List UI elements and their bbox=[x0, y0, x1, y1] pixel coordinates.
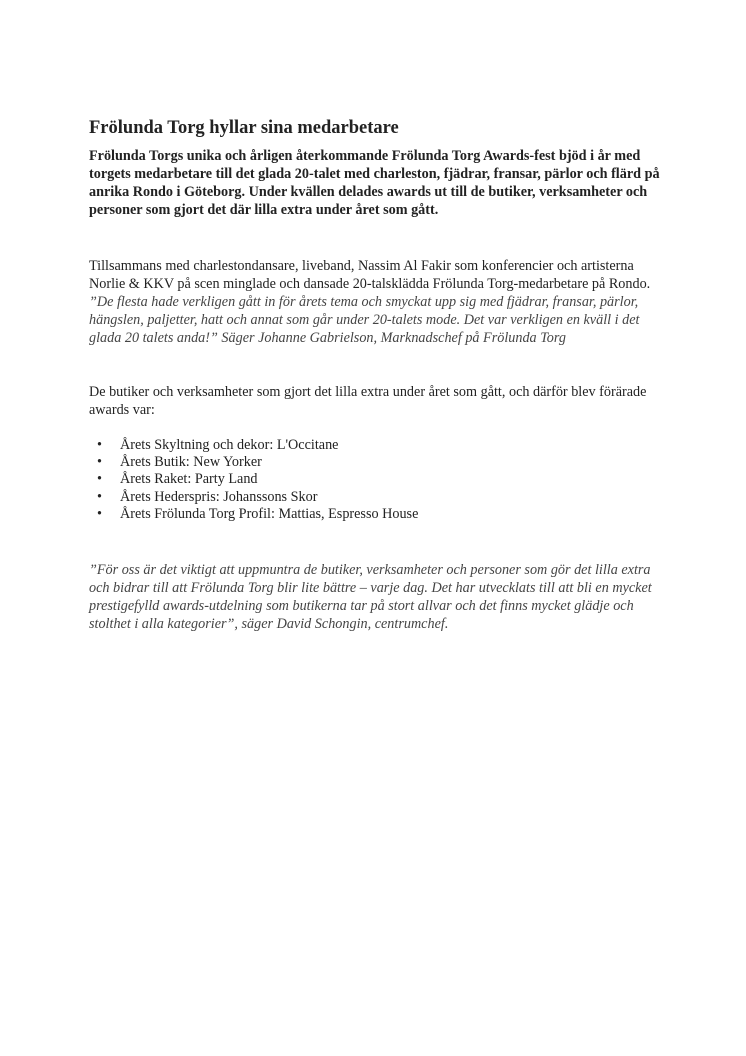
article-title: Frölunda Torg hyllar sina medarbetare bbox=[89, 118, 399, 138]
quote-marketing-manager: ”De flesta hade verkligen gått in för årets tema och smyckat upp sig med fjädrar, fransar, pärlor, hängslen, paljetter, hatt och annat som går under 20-talets mode. Det var verkligen en kväll i det glada 20 talets anda!” Säger Johanne Gabrielson, Marknadschef på Frölunda Torg bbox=[89, 294, 640, 346]
award-text: Årets Frölunda Torg Profil: Mattias, Espresso House bbox=[120, 505, 419, 522]
document-page bbox=[89, 116, 661, 633]
bullet-icon: • bbox=[97, 471, 102, 488]
paragraph-event: Tillsammans med charlestondansare, liveband, Nassim Al Fakir som konferencier och artisterna Norlie & KKV på scen minglade och dansade 20-talsklädda Frölunda Torg-medarbetare på Rondo. bbox=[89, 258, 651, 292]
bullet-icon: • bbox=[97, 437, 102, 453]
list-item bbox=[89, 471, 661, 488]
bullet-icon: • bbox=[97, 505, 102, 522]
spacer bbox=[89, 523, 661, 561]
award-text: Årets Skyltning och dekor: L'Occitane bbox=[120, 437, 339, 453]
paragraph-awards-intro: De butiker och verksamheter som gjort det lilla extra under året som gått, och därför blev förärade awards var: bbox=[89, 384, 647, 418]
list-item bbox=[89, 454, 661, 471]
award-text: Årets Butik: New Yorker bbox=[120, 454, 262, 471]
quote-centre-manager: ”För oss är det viktigt att uppmuntra de butiker, verksamheter och personer som gör det lilla extra och bidrar till att Frölunda Torg blir lite bättre – varje dag. Det har utvecklats till att bli en mycket prestigefylld awards-utdelning som butikerna tar på stort allvar och det finns mycket glädje och stolthet i alla kategorier”, säger David Schongin, centrumchef. bbox=[89, 562, 652, 633]
article-lead: Frölunda Torgs unika och årligen återkommande Frölunda Torg Awards-fest bjöd i år med torgets medarbetare till det glada 20-talet med charleston, fjädrar, fransar, pärlor och flärd på anrika Rondo i Göteborg. Under kvällen delades awards ut till de butiker, verksamheter och personer som gjort det där lilla extra under året som gått. bbox=[89, 148, 660, 218]
spacer bbox=[89, 219, 661, 257]
spacer bbox=[89, 347, 661, 383]
award-text: Årets Hederspris: Johanssons Skor bbox=[120, 488, 318, 505]
award-text: Årets Raket: Party Land bbox=[120, 471, 258, 488]
bullet-icon: • bbox=[97, 488, 102, 505]
spacer bbox=[89, 419, 661, 437]
awards-list bbox=[89, 437, 661, 523]
list-item bbox=[89, 506, 661, 523]
bullet-icon: • bbox=[97, 454, 102, 471]
list-item bbox=[89, 489, 661, 506]
list-item bbox=[89, 437, 661, 454]
